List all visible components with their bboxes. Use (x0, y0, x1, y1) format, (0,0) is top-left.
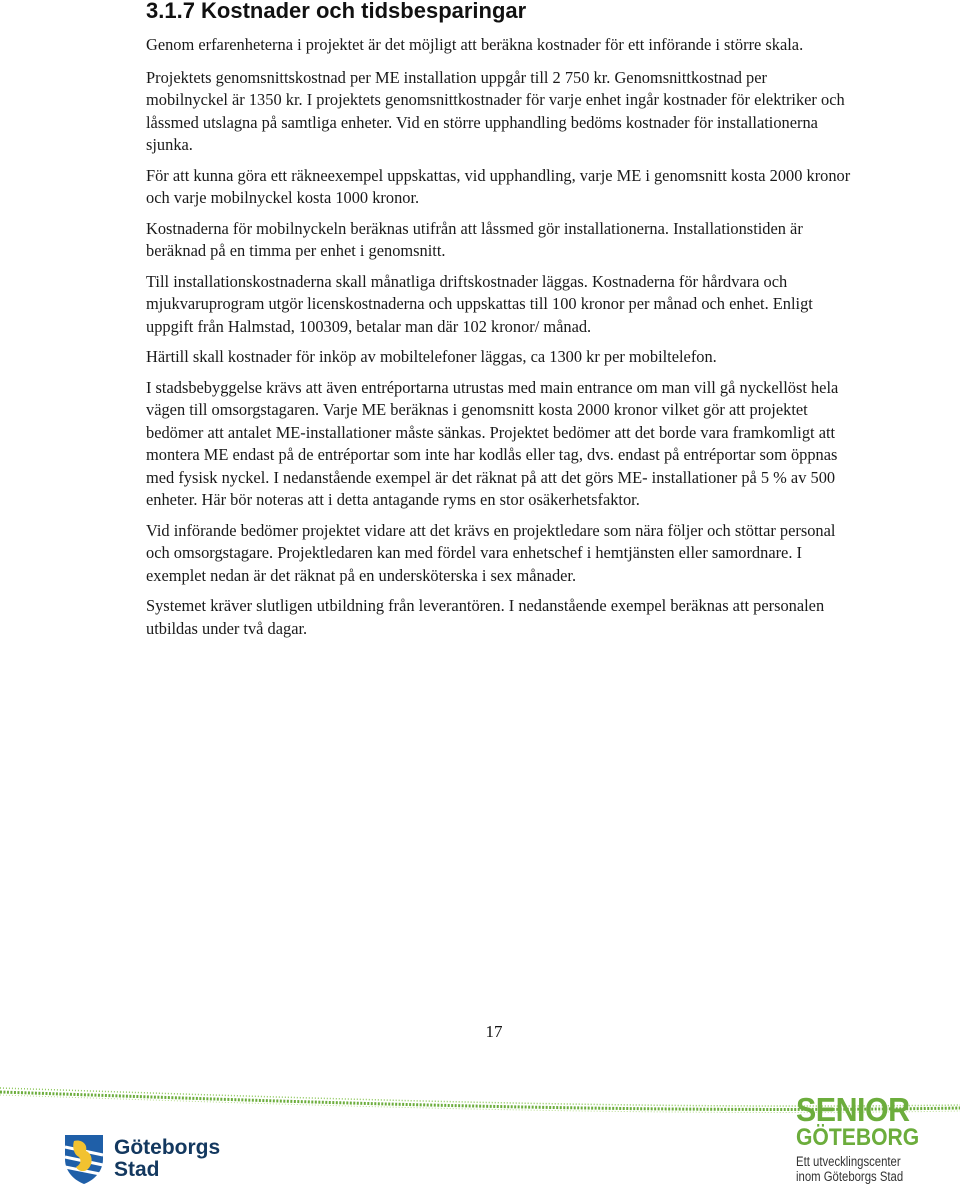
page-number: 17 (485, 1022, 503, 1041)
paragraph: Projektets genomsnittskostnad per ME installation uppgår till 2 750 kr. Genomsnittkostnad per mobilnyckel är 1350 kr. I projektets genomsnittkostnader för varje enhet ingår kostnader för elektriker och låssmed utslagna på samtliga enheter. Vid en större upphandling bedöms kostnader för installationerna sjunka. (146, 67, 845, 154)
paragraph: Kostnaderna för mobilnyckeln beräknas utifrån att låssmed gör installationerna. Installationstiden är beräknad på en timma per enhet i genomsnitt. (146, 218, 803, 260)
body-text (146, 34, 851, 648)
logo-senior-word: SENIOR (796, 1091, 910, 1128)
senior-goteborg-logo (796, 1091, 946, 1184)
paragraph: Systemet kräver slutligen utbildning från leverantören. I nedanstående exempel beräknas att personalen utbildas under två dagar. (146, 596, 825, 638)
logo-tagline-line: inom Göteborgs Stad (796, 1169, 904, 1184)
logo-text-line: Göteborgs (114, 1136, 221, 1159)
paragraph: För att kunna göra ett räkneexempel uppskattas, vid upphandling, varje ME i genomsnitt kosta 2000 kronor och varje mobilnyckel kosta 1000 kronor. (146, 165, 851, 207)
goteborgs-stad-logo (62, 1133, 220, 1185)
logo-text-line: Stad (114, 1158, 160, 1181)
paragraph: Genom erfarenheterna i projektet är det möjligt att beräkna kostnader för ett införande i större skala. (146, 35, 804, 54)
logo-tagline (796, 1154, 922, 1184)
paragraph: Härtill skall kostnader för inköp av mobiltelefoner läggas, ca 1300 kr per mobiltelefon. (146, 347, 717, 366)
logo-tagline-line: Ett utvecklingscenter (796, 1154, 901, 1169)
coat-of-arms-icon (62, 1133, 106, 1185)
logo-goteborg-word: GÖTEBORG (796, 1124, 920, 1151)
paragraph: I stadsbebyggelse krävs att även entréportarna utrustas med main entrance om man vill gå nyckellöst hela vägen till omsorgstagaren. Varje ME beräknas i genomsnitt kosta 2000 kronor vilket gör att projektet bedömer att antalet ME-installationer måste sänkas. Projektet bedömer att det borde vara framkomligt att montera ME endast på de entréportar som inte har kodlås eller tag, dvs. endast på entréportar som öppnas med fysisk nyckel. I nedanstående exempel är det räknat på att det görs ME- installationer på 5 % av 500 enheter. Här bör noteras att i detta antagande ryms en stor osäkerhetsfaktor. (146, 377, 839, 509)
paragraph: Till installationskostnaderna skall månatliga driftskostnader läggas. Kostnaderna för hårdvara och mjukvaruprogram utgör licenskostnaderna och uppskattas till 100 kronor per månad och enhet. Enligt uppgift från Halmstad, 100309, betalar man där 102 kronor/ månad. (146, 271, 813, 336)
paragraph: Vid införande bedömer projektet vidare att det krävs en projektledare som nära följer och stöttar personal och omsorgstagare. Projektledaren kan med fördel vara enhetschef i hemtjänsten eller samordnare. I exemplet nedan är det räknat på en undersköterska i sex månader. (146, 520, 836, 585)
section-heading: 3.1.7 Kostnader och tidsbesparingar (146, 0, 527, 23)
